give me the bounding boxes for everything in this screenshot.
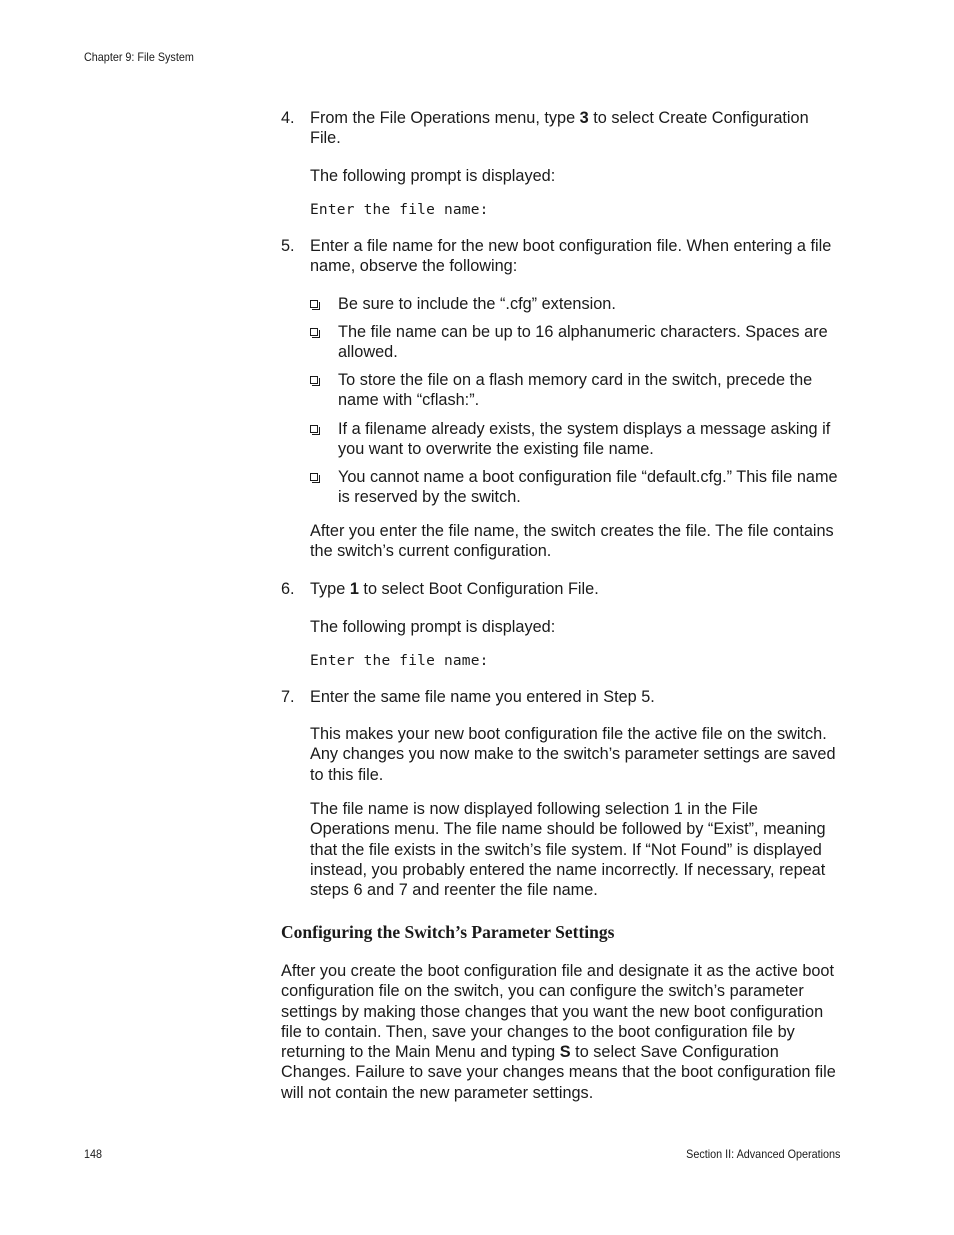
step-text-part: to select Boot Configuration File.: [358, 580, 599, 598]
step-text: Enter the same file name you entered in Step 5.: [310, 688, 655, 706]
prompt-intro: The following prompt is displayed:: [310, 618, 556, 636]
step-number: 4.: [281, 109, 295, 127]
step-text: [310, 579, 841, 599]
footer-section: Section II: Advanced Operations: [685, 1147, 840, 1161]
bullet-text: If a filename already exists, the system displays a message asking if you want to overwrite the existing file name.: [338, 420, 831, 459]
step-text: [310, 108, 841, 149]
section-paragraph: [281, 961, 841, 1103]
step-paragraph: The file name is now displayed following selection 1 in the File Operations menu. The file name should be followed by “Exist”, meaning that the file exists in the switch’s file system. If “Not Found” is displayed instead, you probably entered the name incorrectly. If necessary, repeat steps 6 and 7 and reenter the file name.: [310, 800, 826, 900]
prompt-intro: The following prompt is displayed:: [310, 167, 556, 185]
step-number: 5.: [281, 237, 295, 255]
bullet-text: Be sure to include the “.cfg” extension.: [338, 295, 616, 313]
checkbox-bullet-icon: [310, 300, 318, 308]
section-heading: Configuring the Switch’s Parameter Settings: [281, 922, 615, 942]
step-text: Enter a file name for the new boot configuration file. When entering a file name, observe the following:: [310, 237, 832, 276]
page-number: 148: [84, 1147, 103, 1161]
prompt-code: Enter the file name:: [310, 202, 489, 218]
checkbox-bullet-icon: [310, 473, 318, 481]
step-paragraph: After you enter the file name, the switch creates the file. The file contains the switch’s current configuration.: [310, 522, 834, 561]
section-text-part: After you create the boot configuration file and designate it as the active boot configuration file on the switch, you can configure the switch’s parameter settings by making those changes that you want the new boot configuration file to contain. Then, save your changes to the boot configuration file by returning to the Main Menu and typing: [281, 962, 835, 1062]
prompt-code: Enter the file name:: [310, 653, 489, 669]
bullet-text: You cannot name a boot configuration file “default.cfg.” This file name is reserved by the switch.: [338, 468, 838, 507]
step-number: 6.: [281, 580, 295, 598]
checkbox-bullet-icon: [310, 425, 318, 433]
checkbox-bullet-icon: [310, 376, 318, 384]
step-text-part: to select Create Configuration File.: [310, 109, 809, 148]
step-text-part: Type: [310, 580, 350, 598]
section-text-part: to select Save Configuration Changes. Failure to save your changes means that the boot configuration file will not contain the new parameter settings.: [281, 1043, 836, 1102]
running-head: Chapter 9: File System: [84, 50, 194, 64]
step-paragraph: This makes your new boot configuration file the active file on the switch. Any changes you now make to the switch’s parameter settings are saved to this file.: [310, 725, 836, 784]
checkbox-bullet-icon: [310, 328, 318, 336]
step-text-part: From the File Operations menu, type: [310, 109, 580, 127]
bullet-text: To store the file on a flash memory card in the switch, precede the name with “cflash:”.: [338, 371, 813, 410]
step-bold-key: 1: [349, 580, 359, 598]
bullet-text: The file name can be up to 16 alphanumeric characters. Spaces are allowed.: [338, 323, 828, 362]
step-bold-key: 3: [579, 109, 589, 127]
section-bold-key: S: [559, 1043, 571, 1062]
step-number: 7.: [281, 688, 295, 706]
